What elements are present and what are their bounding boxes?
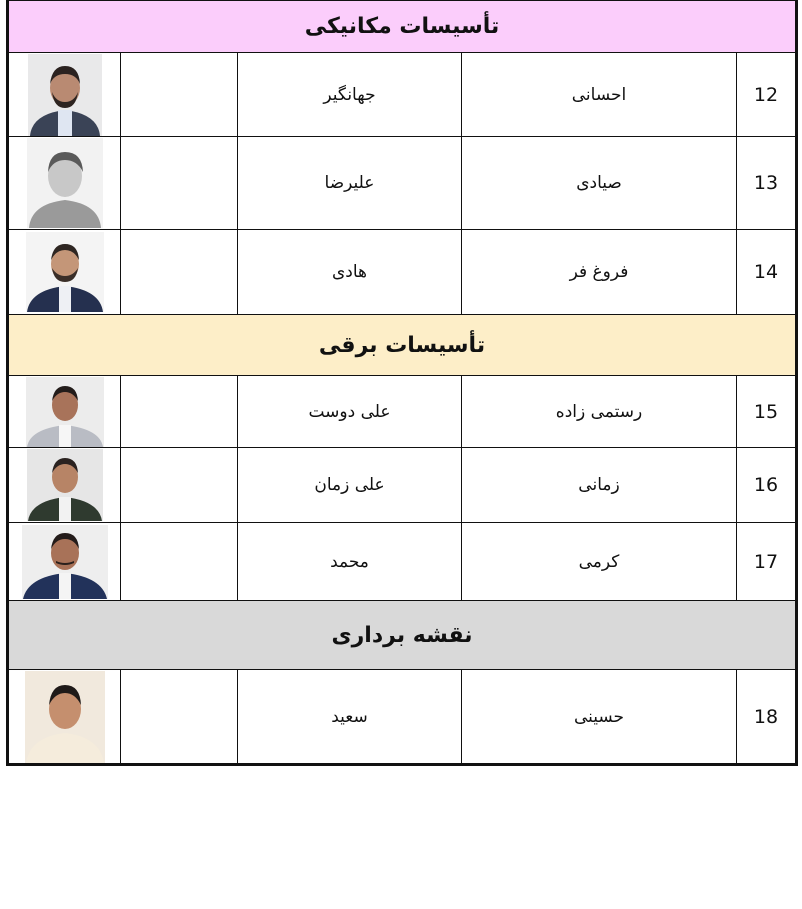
blank-cell <box>121 53 238 137</box>
person-photo <box>28 54 102 136</box>
row-number-cell: 12 <box>737 53 797 137</box>
section-header-mechanical <box>8 1 797 53</box>
person-photo <box>27 449 103 521</box>
table-row <box>8 376 797 448</box>
last-name-cell: صیادی <box>462 137 737 230</box>
photo-cell <box>8 137 121 230</box>
table-row <box>8 137 797 230</box>
first-name-cell: هادی <box>238 230 462 315</box>
photo-cell <box>8 448 121 523</box>
last-name-cell: فروغ فر <box>462 230 737 315</box>
section-title: تأسیسات مکانیکی <box>8 1 797 53</box>
first-name-cell: جهانگیر <box>238 53 462 137</box>
last-name-cell: حسینی <box>462 670 737 765</box>
first-name-cell: محمد <box>238 523 462 601</box>
section-title: تأسیسات برقی <box>8 315 797 376</box>
blank-cell <box>121 523 238 601</box>
person-photo <box>22 525 108 599</box>
section-title: نقشه برداری <box>8 601 797 670</box>
last-name-cell: احسانی <box>462 53 737 137</box>
person-photo <box>26 377 104 447</box>
row-number-cell: 14 <box>737 230 797 315</box>
photo-cell <box>8 376 121 448</box>
blank-cell <box>121 448 238 523</box>
table-row <box>8 448 797 523</box>
row-number-cell: 13 <box>737 137 797 230</box>
first-name-cell: علیرضا <box>238 137 462 230</box>
blank-cell <box>121 670 238 765</box>
last-name-cell: کرمی <box>462 523 737 601</box>
table-row <box>8 53 797 137</box>
blank-cell <box>121 230 238 315</box>
person-photo <box>25 671 105 763</box>
table-row <box>8 670 797 765</box>
person-photo <box>27 138 103 228</box>
section-header-electrical <box>8 315 797 376</box>
first-name-cell: سعید <box>238 670 462 765</box>
photo-cell <box>8 53 121 137</box>
photo-cell <box>8 230 121 315</box>
row-number-cell: 18 <box>737 670 797 765</box>
row-number-cell: 15 <box>737 376 797 448</box>
row-number-cell: 16 <box>737 448 797 523</box>
row-number-cell: 17 <box>737 523 797 601</box>
blank-cell <box>121 137 238 230</box>
first-name-cell: علی زمان <box>238 448 462 523</box>
section-header-surveying <box>8 601 797 670</box>
last-name-cell: رستمی زاده <box>462 376 737 448</box>
photo-cell <box>8 670 121 765</box>
last-name-cell: زمانی <box>462 448 737 523</box>
table-row <box>8 230 797 315</box>
table-row <box>8 523 797 601</box>
photo-cell <box>8 523 121 601</box>
first-name-cell: علی دوست <box>238 376 462 448</box>
blank-cell <box>121 376 238 448</box>
staff-roster-table <box>6 0 798 766</box>
person-photo <box>26 232 104 312</box>
